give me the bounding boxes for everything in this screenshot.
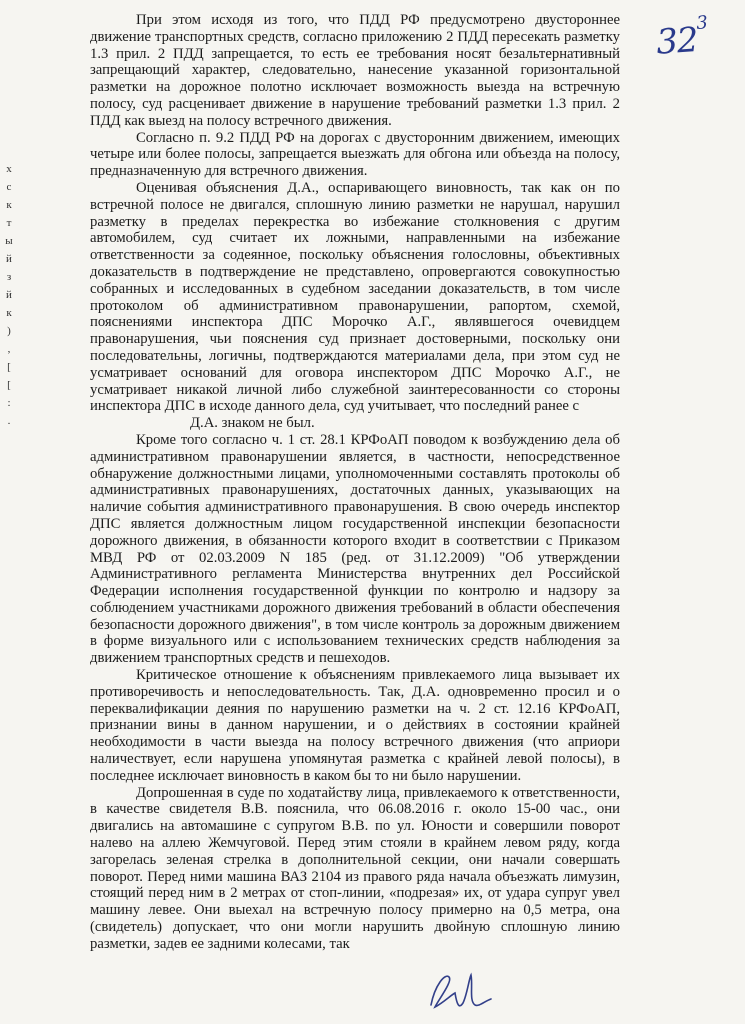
margin-mark: з	[6, 271, 12, 283]
margin-mark: [	[7, 379, 11, 391]
document-body	[90, 12, 620, 953]
paragraph-rule-9-2: Согласно п. 9.2 ПДД РФ на дорогах с двусторонним движением, имеющих четыре или более полосы, запрещается выезжать для обгона или объезда на полосу, предназначенную для встречного движения.	[90, 129, 620, 180]
page-number-main: 32	[654, 19, 699, 63]
margin-mark: ы	[5, 235, 13, 247]
page-number-superscript: 3	[695, 12, 708, 34]
handwritten-signature	[425, 965, 495, 1015]
margin-mark: к	[6, 307, 12, 319]
margin-mark: :	[7, 397, 11, 409]
paragraph-critical-attitude: Критическое отношение к объяснениям привлекаемого лица вызывает их противоречивость и непоследовательность. Так, Д.А. одновременно просил и о переквалификации деяния по нарушению разметки на ч. 2 ст. 12.16 КРФоАП, признании вины в данном нарушении, и о действиях в состоянии крайней необходимости в части выезда на полосу встречного движения (что априори наличествует, если нарушена упомянутая разметка с крайней левой полосы), в последнее исключает виновность в каком бы то ни было нарушении.	[90, 667, 620, 784]
paragraph-article-28-1: Кроме того согласно ч. 1 ст. 28.1 КРФоАП поводом к возбуждению дела об административном правонарушении является, в частности, непосредственное обнаружение должностными лицами, уполномоченными составлять протоколы об административных правонарушениях, достаточных данных, указывающих на наличие события административного правонарушения. В свою очередь инспектор ДПС является должностным лицом государственной инспекции безопасности дорожного движения, в обязанности которого входит в соответствии с Приказом МВД РФ от 02.03.2009 N 185 (ред. от 31.12.2009) "Об утверждении Административного регламента Министерства внутренних дел Российской Федерации исполнения государственной функции по контролю и надзору за соблюдением участниками дорожного движения требований в области обеспечения безопасности дорожного движения", в том числе контроль за дорожным движением в форме визуального или с использованием технических средств наблюдения за движением транспортных средств и пешеходов.	[90, 431, 620, 667]
margin-mark: й	[6, 289, 12, 301]
margin-mark: .	[7, 415, 11, 427]
margin-mark: т	[6, 217, 12, 229]
margin-mark: й	[6, 253, 12, 265]
left-margin-marks	[1, 160, 17, 430]
paragraph-witness-testimony: Допрошенная в суде по ходатайству лица, привлекаемого к ответственности, в качестве свидетеля В.В. пояснила, что 06.08.2016 г. около 15-00 час., они двигались на автомашине с супругом В.В. по ул. Юности и совершили поворот налево на аллею Жемчуговой. Перед этим стояли в крайнем левом ряду, когда загорелась зеленая стрелка в дополнительной секции, они начали совершать поворот. Перед ними машина ВАЗ 2104 из правого ряда начала объезжать лимузин, стоящий перед ним в 2 метрах от стоп-линии, «подрезая» их, от удара супруг увел машину левее. Они выехал на встречную полосу примерно на 0,5 метра, она (свидетель) допускает, что они могли нарушить двойную сплошную линию разметки, задев ее задними колесами, так	[90, 784, 620, 952]
paragraph-not-acquainted: Д.А. знаком не был.	[190, 415, 315, 432]
margin-mark: с	[6, 181, 12, 193]
margin-mark: к	[6, 199, 12, 211]
handwritten-page-number	[654, 12, 709, 62]
margin-mark: )	[7, 325, 11, 337]
margin-mark: х	[6, 163, 12, 175]
paragraph-marking-rules: При этом исходя из того, что ПДД РФ предусмотрено двустороннее движение транспортных средств, согласно приложению 2 ПДД пересекать разметку 1.3 прил. 2 ПДД запрещается, то есть ее требования носят безальтернативный запрещающий характер, следовательно, нанесение указанной горизонтальной разметки на дорожное полотно исключает возможность выезда на встречную полосу, суд расценивает движение в нарушение требований разметки 1.3 прил. 2 ПДД как выезд на полосу встречного движения.	[90, 12, 620, 129]
margin-mark: [	[7, 361, 11, 373]
margin-mark: ,	[7, 343, 11, 355]
paragraph-evaluation-of-explanations: Оценивая объяснения Д.А., оспаривающего виновность, так как он по встречной полосе не двигался, сплошную линию разметки не нарушал, нарушил разметку в пределах перекрестка во избежание столкновения с другим автомобилем, суд считает их ложными, направленными на избежание ответственности за содеянное, поскольку объяснения голословны, объективных доказательств в подтверждение не представлено, опровергаются совокупностью собранных и исследованных в судебном заседании доказательств, в том числе протоколом об административном правонарушении, рапортом, схемой, пояснениями инспектора ДПС Морочко А.Г., являвшегося очевидцем правонарушения, чьи пояснения суд признает достоверными, поскольку они последовательны, логичны, подтверждаются материалами дела, при этом суд не усматривает оснований для оговора инспектором ДПС Морочко А.Г., не усматривает никакой личной либо служебной заинтересованности со стороны инспектора ДПС в исходе данного дела, суд учитывает, что последний ранее с	[90, 179, 620, 415]
